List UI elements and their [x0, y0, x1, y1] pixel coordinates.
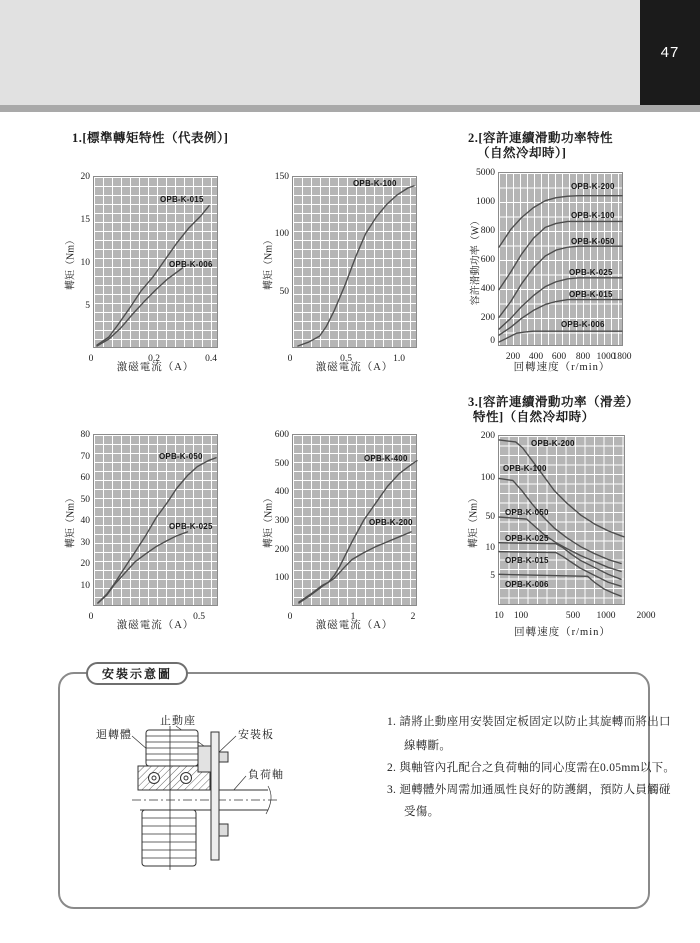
y-tick: 100 [480, 473, 495, 483]
y-tick: 15 [80, 215, 90, 225]
curve-opb-k-100 [499, 478, 621, 563]
curve-label: OPB-K-006 [561, 320, 605, 329]
curve-label: OPB-K-100 [353, 179, 397, 188]
chart-slip-torque [480, 431, 656, 621]
curve-label: OPB-K-050 [571, 237, 615, 246]
x-tick: 10 [494, 611, 504, 621]
header-band [0, 0, 700, 105]
curve-label: OPB-K-015 [160, 195, 204, 204]
chart-torque-large [274, 430, 417, 622]
y-tick: 300 [274, 516, 289, 526]
y-tick: 50 [80, 495, 90, 505]
page-number: 47 [660, 44, 680, 61]
y-axis-label: 轉矩（Nm） [263, 493, 275, 548]
x-axis-label: 激磁電流（A） [315, 362, 394, 373]
y-tick: 500 [274, 459, 289, 469]
curve-label: OPB-K-200 [369, 518, 413, 527]
x-tick: 100 [513, 611, 529, 621]
x-tick: 1 [350, 612, 356, 622]
bearing-right-inner [184, 776, 188, 780]
curve-opb-k-006 [97, 268, 183, 346]
x-tick: 1800 [612, 352, 632, 362]
y-tick: 80 [80, 430, 90, 440]
x-axis-label: 激磁電流（A） [315, 620, 394, 631]
x-tick: 800 [575, 352, 591, 362]
curve-opb-k-006 [499, 331, 622, 342]
label-stopper-seat: 止動座 [160, 715, 196, 727]
header-strip [0, 105, 700, 112]
y-tick: 5 [490, 571, 495, 581]
curve-label: OPB-K-006 [169, 260, 213, 269]
curve-opb-k-400 [299, 461, 417, 602]
x-axis-label: 回轉速度（r/min） [513, 362, 611, 373]
y-tick: 1000 [476, 197, 495, 207]
x-tick: 500 [565, 611, 581, 621]
x-axis-label: 激磁電流（A） [116, 362, 195, 373]
curve-label: OPB-K-200 [531, 439, 575, 448]
section1-title: 1.[標準轉矩特性（代表例）] [72, 131, 229, 145]
curve-opb-k-050 [499, 246, 622, 317]
x-tick: 0 [88, 612, 94, 622]
label-rotor: 迴轉體 [96, 729, 132, 741]
section2-title-line1: 2.[容許連續滑動功率特性 [468, 131, 614, 145]
curve-label: OPB-K-200 [571, 182, 615, 191]
curve-label: OPB-K-100 [571, 211, 615, 220]
bolt-upper [219, 752, 228, 762]
y-tick: 800 [480, 226, 495, 236]
x-axis-label: 激磁電流（A） [116, 620, 195, 631]
y-tick: 100 [274, 573, 289, 583]
curve-label: OPB-K-025 [505, 534, 549, 543]
y-tick: 600 [480, 255, 495, 265]
chart-torque-mid [80, 430, 218, 622]
note-line-3: 2. 與軸管內孔配合之負荷軸的同心度需在0.05mm以下。 [387, 762, 676, 774]
y-tick: 50 [279, 287, 289, 297]
y-tick: 10 [485, 543, 495, 553]
mounting-plate [211, 732, 219, 860]
chart-torque-100 [274, 172, 417, 364]
curve-label: OPB-K-025 [569, 268, 613, 277]
label-load-shaft: 負荷軸 [248, 769, 284, 781]
y-tick: 40 [80, 516, 90, 526]
x-tick: 400 [528, 352, 544, 362]
y-tick: 50 [485, 512, 495, 522]
y-axis-label: 轉矩（Nm） [468, 493, 480, 548]
curve-opb-k-025 [98, 532, 188, 603]
x-tick: 2000 [636, 611, 656, 621]
x-tick: 0 [287, 354, 293, 364]
y-axis-label: 轉矩（Nm） [65, 493, 77, 548]
note-line-2: 線轉斷。 [404, 740, 452, 752]
note-line-1: 1. 請將止動座用安裝固定板固定以防止其旋轉而將出口 [387, 716, 671, 728]
y-tick: 10 [80, 258, 90, 268]
chart-b-canvas [293, 177, 416, 347]
note-line-4: 3. 迴轉體外周需加通風性良好的防護網，預防人員觸碰 [387, 784, 671, 796]
curve-label: OPB-K-050 [159, 452, 203, 461]
section2-title-line2: （自然冷却時）] [477, 146, 567, 160]
y-tick: 20 [80, 172, 90, 182]
x-tick: 2 [410, 612, 416, 622]
note-line-5: 受傷。 [404, 806, 440, 818]
x-axis-label: 回轉速度（r/min） [514, 627, 611, 638]
x-tick: 0.2 [148, 354, 160, 364]
y-tick: 20 [80, 559, 90, 569]
curve-label: OPB-K-006 [505, 580, 549, 589]
y-tick: 400 [274, 487, 289, 497]
curve-opb-k-015 [97, 206, 209, 345]
curve-opb-k-015 [499, 300, 622, 336]
y-tick: 10 [80, 581, 90, 591]
y-tick: 600 [274, 430, 289, 440]
y-tick: 5000 [476, 168, 495, 178]
installation-box-title: 安裝示意圖 [86, 662, 188, 685]
curve-label: OPB-K-015 [569, 290, 613, 299]
y-tick: 70 [80, 452, 90, 462]
section3-title-line2: 特性]（自然冷却時） [473, 410, 595, 424]
x-tick: 600 [551, 352, 567, 362]
y-tick: 200 [480, 313, 495, 323]
curve-opb-k-200 [299, 532, 411, 603]
section3-title-line1: 3.[容許連續滑動功率（滑差） [468, 395, 640, 409]
x-tick: 0 [287, 612, 293, 622]
curve-opb-k-100 [298, 186, 414, 346]
y-axis-label: 轉矩（Nm） [65, 235, 77, 290]
bolt-lower [219, 824, 228, 836]
curve-label: OPB-K-100 [503, 464, 547, 473]
y-tick: 150 [274, 172, 289, 182]
y-tick: 200 [480, 431, 495, 441]
curve-label: OPB-K-015 [505, 556, 549, 565]
x-tick: 1000 [596, 352, 616, 362]
y-tick: 100 [274, 229, 289, 239]
bearing-left-inner [152, 776, 156, 780]
y-tick: 5 [85, 301, 90, 311]
x-tick: 0.5 [193, 612, 205, 622]
x-tick: 200 [505, 352, 521, 362]
y-tick: 400 [480, 284, 495, 294]
y-tick: 30 [80, 538, 90, 548]
x-tick: 1.0 [393, 354, 405, 364]
x-tick: 0 [88, 354, 94, 364]
y-axis-label: 轉矩（Nm） [263, 235, 275, 290]
curve-opb-k-200 [499, 440, 624, 537]
rotor-lower [142, 810, 196, 866]
curve-label: OPB-K-025 [169, 522, 213, 531]
x-tick: 0.5 [340, 354, 352, 364]
y-tick: 0 [490, 336, 495, 346]
label-mounting-plate: 安裝板 [238, 729, 274, 741]
curve-label: OPB-K-050 [505, 508, 549, 517]
chart-torque-small [80, 172, 218, 364]
chart-f-canvas [499, 436, 624, 604]
y-tick: 60 [80, 473, 90, 483]
curve-opb-k-100 [499, 221, 622, 289]
y-tick: 200 [274, 545, 289, 555]
x-tick: 0.4 [205, 354, 217, 364]
x-tick: 1000 [596, 611, 616, 621]
stopper-seat [198, 746, 211, 772]
curve-label: OPB-K-400 [364, 454, 408, 463]
page-number-box [640, 0, 700, 105]
y-axis-label: 容許滑動功率（W） [470, 215, 482, 306]
leader-plate [217, 736, 236, 754]
